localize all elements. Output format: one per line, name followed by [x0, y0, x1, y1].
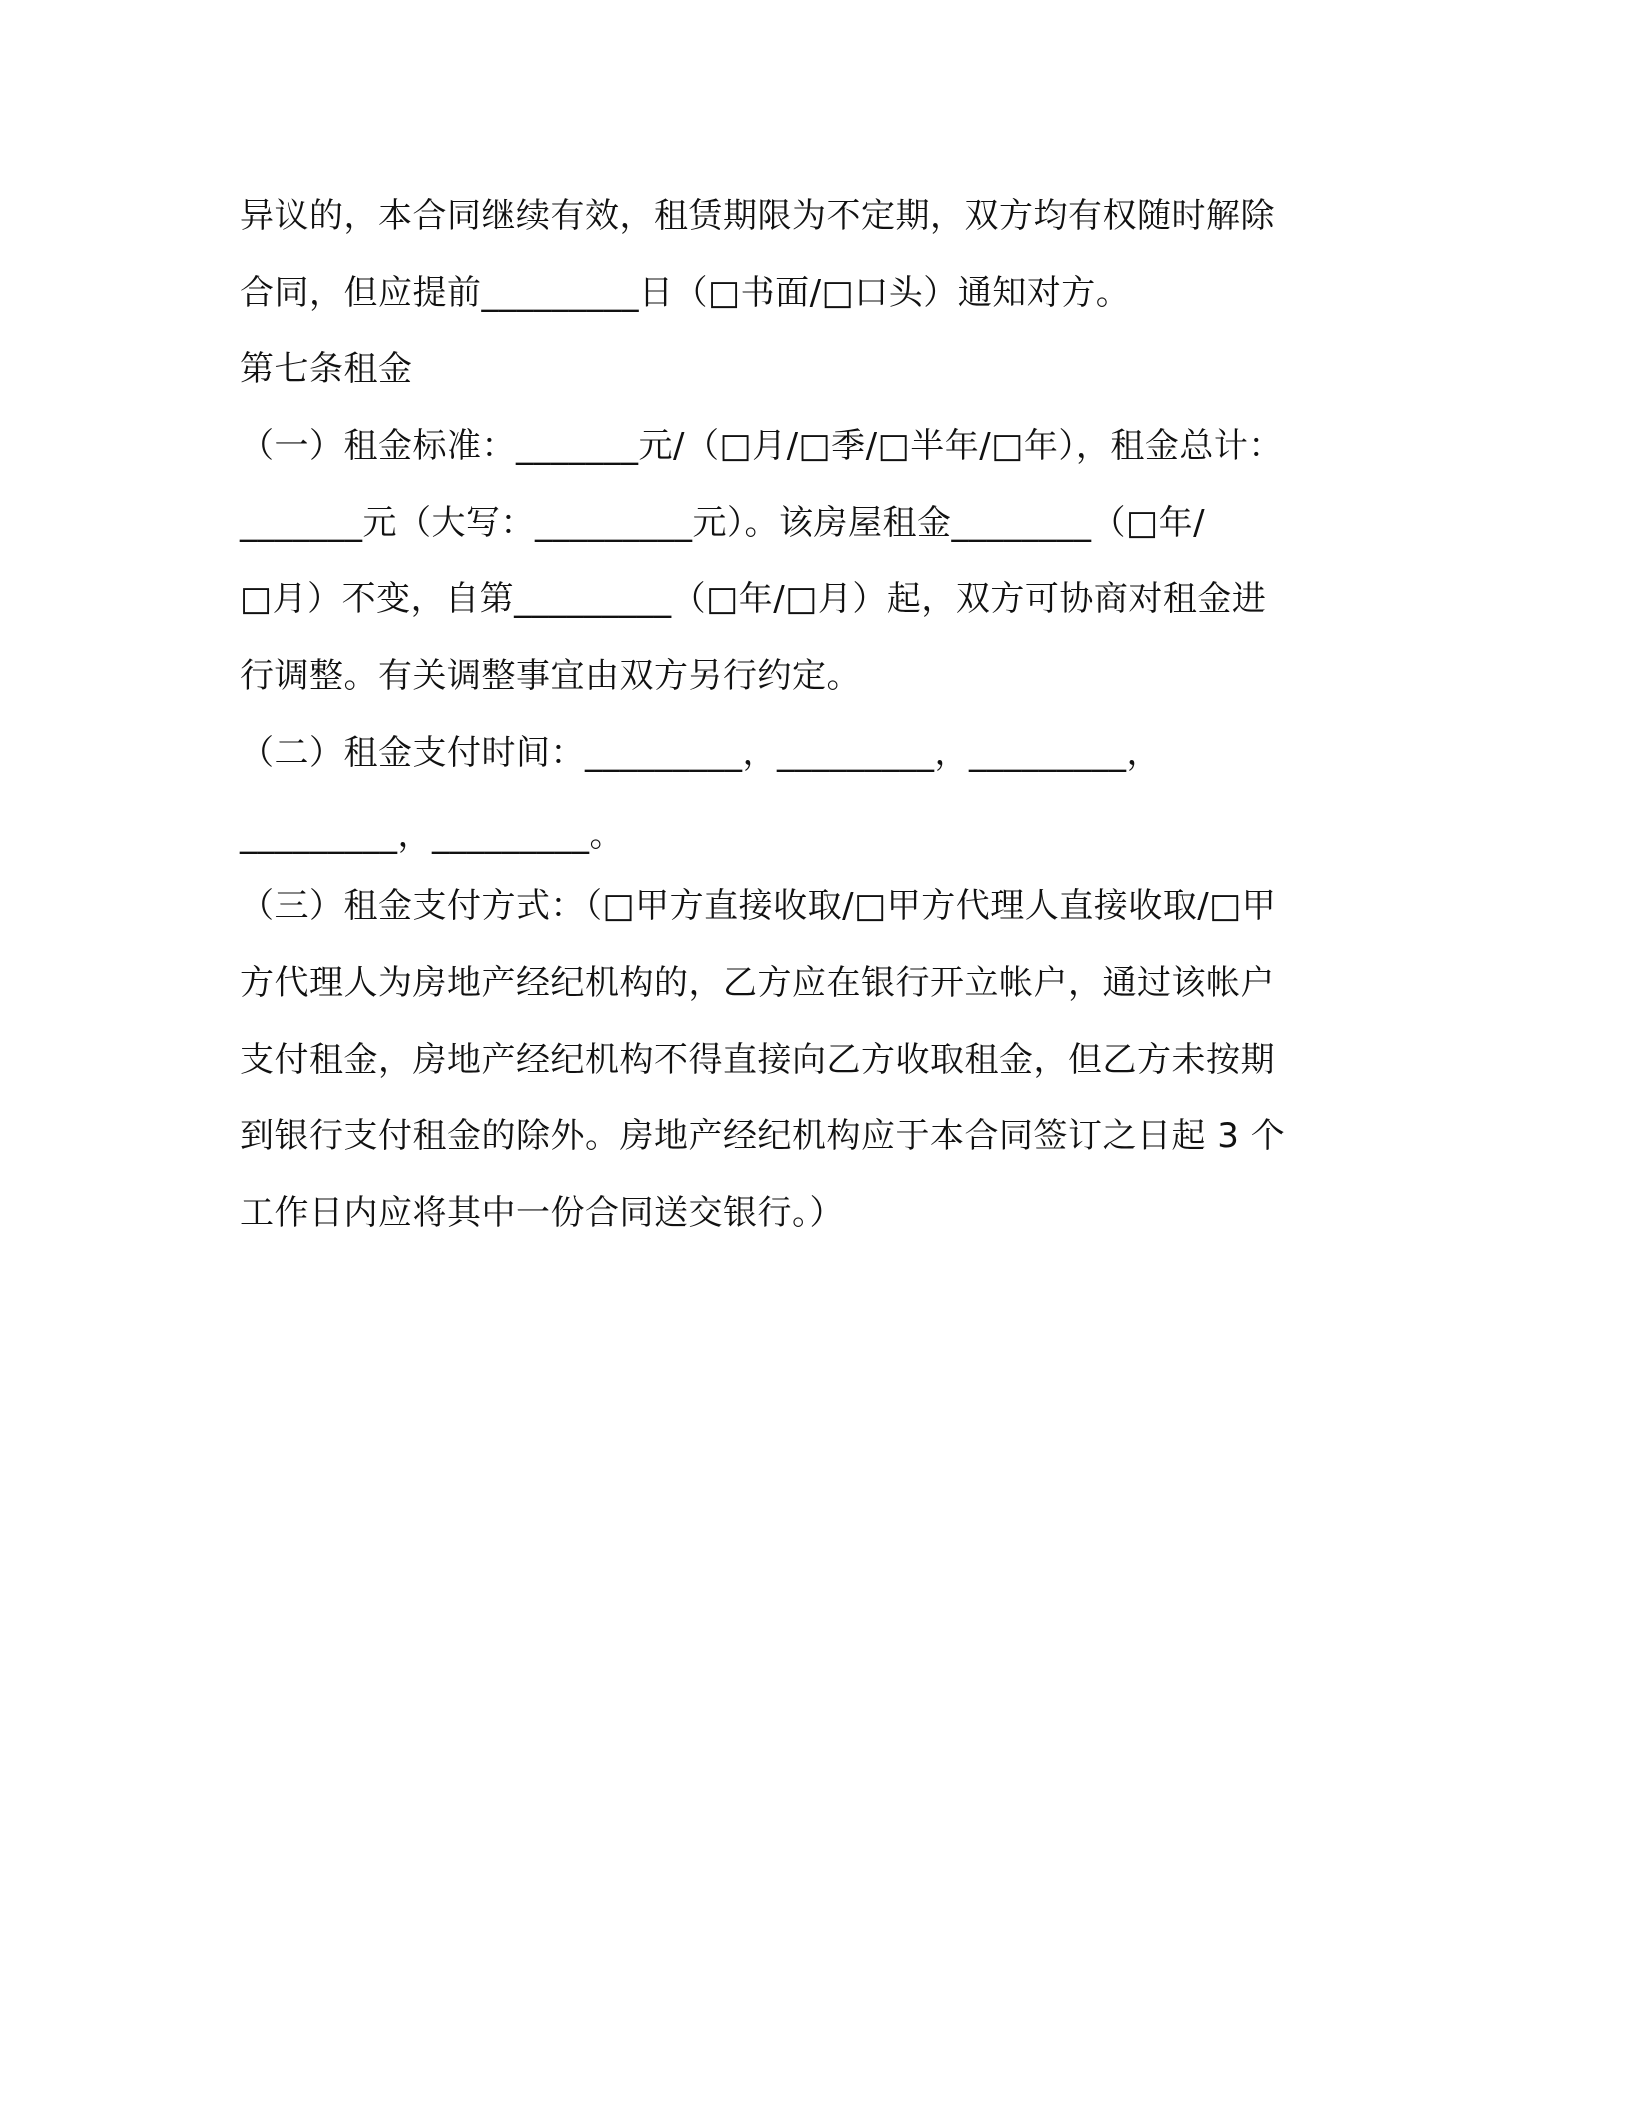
- paragraph-line: _________，_________。: [240, 815, 624, 855]
- section-heading: 第七条租金: [240, 349, 413, 389]
- paragraph-line: 合同，但应提前_________日（□书面/□口头）通知对方。: [240, 273, 1131, 313]
- paragraph-line: 支付租金，房地产经纪机构不得直接向乙方收取租金，但乙方未按期: [240, 1040, 1275, 1080]
- paragraph-line: 方代理人为房地产经纪机构的，乙方应在银行开立帐户，通过该帐户: [240, 963, 1275, 1003]
- paragraph-line: （三）租金支付方式：（□甲方直接收取/□甲方代理人直接收取/□甲: [240, 886, 1277, 926]
- paragraph-line: （二）租金支付时间：_________，_________，_________，: [240, 733, 1161, 773]
- paragraph-line: □月）不变，自第_________（□年/□月）起，双方可协商对租金进: [240, 579, 1267, 619]
- paragraph-line: _______元（大写：_________元）。该房屋租金________（□年/: [240, 503, 1206, 543]
- paragraph-line: 到银行支付租金的除外。房地产经纪机构应于本合同签订之日起 3 个: [240, 1116, 1286, 1156]
- paragraph-line: 异议的，本合同继续有效，租赁期限为不定期，双方均有权随时解除: [240, 196, 1275, 236]
- paragraph-line: （一）租金标准：_______元/（□月/□季/□半年/□年），租金总计：: [240, 426, 1283, 466]
- paragraph-line: 行调整。有关调整事宜由双方另行约定。: [240, 656, 861, 696]
- paragraph-line: 工作日内应将其中一份合同送交银行。）: [240, 1193, 844, 1233]
